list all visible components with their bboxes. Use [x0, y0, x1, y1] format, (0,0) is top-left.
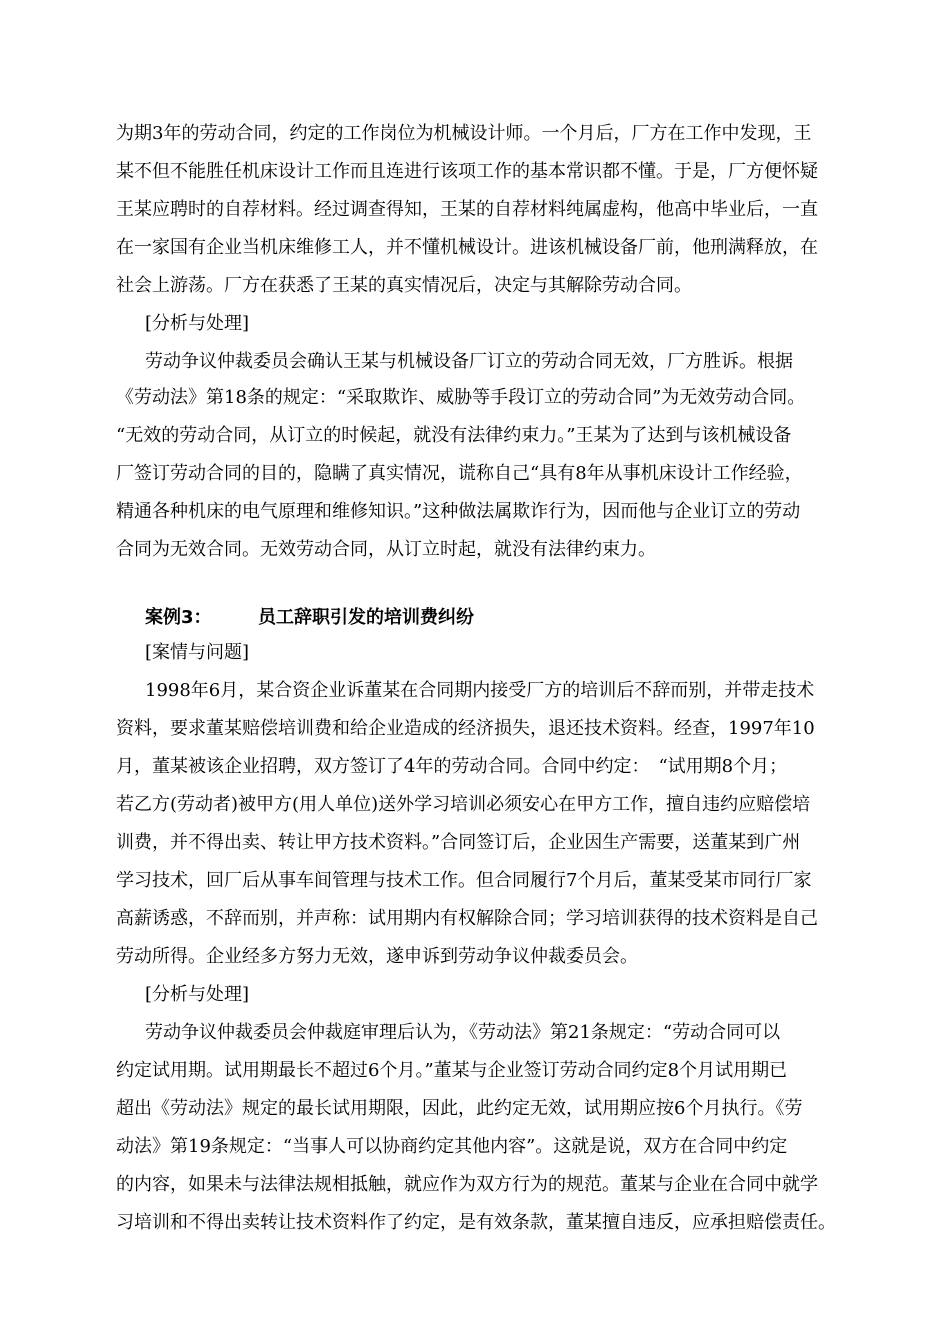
- paragraph-line: 高薪诱惑，不辞而别，并声称：试用期内有权解除合同；学习培训获得的技术资料是自己: [116, 908, 818, 929]
- paragraph-line: 习培训和不得出卖转让技术资料作了约定，是有效条款，董某擅自违反，应承担赔偿责任。: [116, 1212, 836, 1233]
- section-heading-analysis: [分析与处理]: [145, 313, 250, 334]
- paragraph-line: 《劳动法》第18条的规定：“采取欺诈、威胁等手段订立的劳动合同”为无效劳动合同。: [116, 387, 806, 408]
- paragraph-line: “无效的劳动合同，从订立的时候起，就没有法律约束力。”王某为了达到与该机械设备: [116, 425, 792, 446]
- paragraph-line: 学习技术，回厂后从事车间管理与技术工作。但合同履行7个月后，董某受某市同行厂家: [116, 870, 812, 891]
- paragraph-line: 训费，并不得出卖、转让甲方技术资料。”合同签订后，企业因生产需要，送董某到广州: [116, 832, 801, 853]
- paragraph-line: 为期3年的劳动合同，约定的工作岗位为机械设计师。一个月后，厂方在工作中发现，王: [116, 123, 812, 144]
- section-heading-analysis: [分析与处理]: [145, 984, 250, 1005]
- paragraph-line: 某不但不能胜任机床设计工作而且连进行该项工作的基本常识都不懂。于是，厂方便怀疑: [116, 161, 818, 182]
- paragraph-line: 动法》第19条规定：“当事人可以协商约定其他内容”。这就是说，双方在合同中约定: [116, 1136, 788, 1157]
- paragraph-line: 王某应聘时的自荐材料。经过调查得知，王某的自荐材料纯属虚构，他高中毕业后，一直: [116, 199, 818, 220]
- paragraph-line: 1998年6月，某合资企业诉董某在合同期内接受厂方的培训后不辞而别，并带走技术: [145, 680, 815, 701]
- paragraph-line: 合同为无效合同。无效劳动合同，从订立时起，就没有法律约束力。: [116, 539, 656, 560]
- paragraph-line: 劳动所得。企业经多方努力无效，遂申诉到劳动争议仲裁委员会。: [116, 946, 638, 967]
- paragraph-line: 在一家国有企业当机床维修工人，并不懂机械设计。进该机械设备厂前，他刑满释放，在: [116, 237, 818, 258]
- paragraph-line: 劳动争议仲裁委员会仲裁庭审理后认为，《劳动法》第21条规定：“劳动合同可以: [145, 1022, 781, 1043]
- paragraph-line: 资料，要求董某赔偿培训费和给企业造成的经济损失，退还技术资料。经查，1997年10: [116, 718, 815, 739]
- paragraph-line: 劳动争议仲裁委员会确认王某与机械设备厂订立的劳动合同无效，厂方胜诉。根据: [145, 351, 793, 372]
- paragraph-line: 厂签订劳动合同的目的，隐瞒了真实情况，谎称自己“具有8年从事机床设计工作经验，: [116, 463, 803, 484]
- paragraph-line: 社会上游荡。厂方在获悉了王某的真实情况后，决定与其解除劳动合同。: [116, 275, 692, 296]
- paragraph-line: 超出《劳动法》规定的最长试用期限，因此，此约定无效，试用期应按6个月执行。《劳: [116, 1098, 803, 1119]
- paragraph-line: 的内容，如果未与法律法规相抵触，就应作为双方行为的规范。董某与企业在合同中就学: [116, 1174, 818, 1195]
- paragraph-line: 约定试用期。试用期最长不超过6个月。”董某与企业签订劳动合同约定8个月试用期已: [116, 1060, 788, 1081]
- paragraph-line: 精通各种机床的电气原理和维修知识。”这种做法属欺诈行为，因而他与企业订立的劳动: [116, 501, 801, 522]
- section-heading-case: [案情与问题]: [145, 642, 250, 663]
- paragraph-line: 若乙方(劳动者)被甲方(用人单位)送外学习培训必须安心在甲方工作，擅自违约应赔偿培: [116, 794, 811, 815]
- paragraph-line: 月，董某被该企业招聘，双方签订了4年的劳动合同。合同中约定： “试用期8个月；: [116, 756, 788, 777]
- case-label: 案例3：: [145, 607, 212, 628]
- case-title: 员工辞职引发的培训费纠纷: [258, 607, 474, 628]
